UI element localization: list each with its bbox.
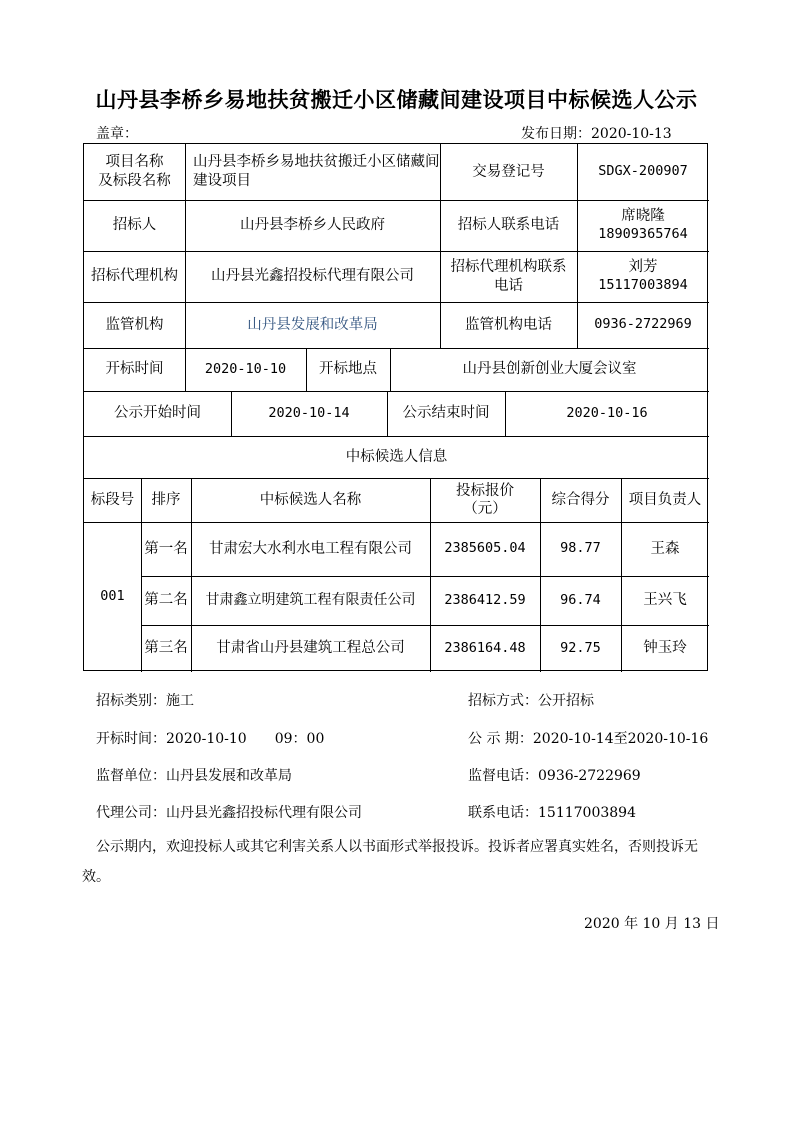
page-title: 山丹县李桥乡易地扶贫搬迁小区储藏间建设项目中标候选人公示 <box>95 88 698 112</box>
candidate-price: 2386412.59 <box>444 591 526 608</box>
notice-end-value: 2020-10-16 <box>566 404 648 421</box>
agency-label: 招标代理机构 <box>91 268 178 285</box>
candidate-name: 甘肃鑫立明建筑工程有限责任公司 <box>205 592 416 609</box>
notice-end-label: 公示结束时间 <box>402 405 490 422</box>
header-manager: 项目负责人 <box>628 491 702 508</box>
candidate-score: 98.77 <box>560 540 601 557</box>
section-no-value: 001 <box>100 588 125 605</box>
contact-phone: 联系电话：15117003894 <box>468 805 636 821</box>
result-table <box>83 143 708 671</box>
candidate-score: 96.74 <box>560 591 601 608</box>
open-time-value: 2020-10-10 <box>204 360 287 377</box>
candidate-manager: 王兴飞 <box>643 592 687 609</box>
candidate-score: 92.75 <box>560 639 601 656</box>
notice-start-label: 公示开始时间 <box>114 405 201 422</box>
notice-paragraph: 公示期内，欢迎投标人或其它利害关系人以书面形式举报投诉。投诉者应署真实姓名，否则投诉无效。 <box>82 839 698 885</box>
header-name: 中标候选人名称 <box>259 491 362 508</box>
header-rank: 排序 <box>151 491 181 508</box>
section-title: 中标候选人信息 <box>345 448 448 465</box>
project-value: 山丹县李桥乡易地扶贫搬迁小区储藏间建设项目 <box>193 154 440 189</box>
project-label: 项目名称 及标段名称 <box>98 154 171 189</box>
candidate-name: 甘肃宏大水利水电工程有限公司 <box>209 540 412 557</box>
candidate-manager: 钟玉玲 <box>643 640 687 657</box>
agency-phone-label: 招标代理机构联系电话 <box>450 258 567 294</box>
header-section-no: 标段号 <box>90 491 135 508</box>
agency-info: 代理公司：山丹县光鑫招投标代理有限公司 <box>96 805 362 821</box>
agency-contact-cell <box>577 251 709 302</box>
supervisor-unit: 监督单位：山丹县发展和改革局 <box>96 768 292 784</box>
agency-value: 山丹县光鑫招投标代理有限公司 <box>211 268 414 285</box>
tenderer-phone: 18909365764 <box>598 226 688 243</box>
supervisor-value: 山丹县发展和改革局 <box>247 316 378 333</box>
supervisor-phone: 0936-2722969 <box>594 316 692 333</box>
open-time-info: 开标时间：2020-10-10 09：00 <box>96 731 325 747</box>
sign-date: 2020 年 10 月 13 日 <box>584 916 720 932</box>
tender-method: 招标方式：公开招标 <box>468 693 594 709</box>
publish-date: 发布日期：2020-10-13 <box>521 126 672 142</box>
candidate-rank: 第一名 <box>144 540 188 557</box>
tenderer-label: 招标人 <box>112 217 157 234</box>
candidate-price: 2385605.04 <box>444 540 526 557</box>
supervisor-label: 监管机构 <box>105 316 164 333</box>
open-place-value: 山丹县创新创业大厦会议室 <box>462 361 637 378</box>
header-price: 投标报价 （元） <box>456 482 514 517</box>
tenderer-value: 山丹县李桥乡人民政府 <box>240 217 385 234</box>
supervisor-phone-label: 监管机构电话 <box>465 316 552 333</box>
candidate-price: 2386164.48 <box>444 639 526 656</box>
candidate-name: 甘肃省山丹县建筑工程总公司 <box>216 640 405 657</box>
open-place-label: 开标地点 <box>319 361 377 378</box>
notice-start-value: 2020-10-14 <box>268 404 350 421</box>
seal-label: 盖章： <box>96 126 138 142</box>
supervisor-phone-info: 监督电话：0936-2722969 <box>468 768 641 784</box>
tenderer-contact-cell <box>577 200 709 251</box>
tenderer-contact: 席晓隆 <box>621 208 665 225</box>
agency-contact: 刘芳 <box>628 259 658 276</box>
candidate-rank: 第二名 <box>144 592 188 609</box>
reg-value: SDGX-200907 <box>598 163 688 180</box>
candidate-manager: 王森 <box>650 540 680 557</box>
candidate-rank: 第三名 <box>144 640 188 657</box>
agency-phone: 15117003894 <box>598 277 688 294</box>
tender-type: 招标类别：施工 <box>96 693 194 709</box>
tenderer-phone-label: 招标人联系电话 <box>457 217 560 234</box>
notice-period: 公 示 期：2020-10-14至2020-10-16 <box>468 731 709 747</box>
header-score: 综合得分 <box>551 491 610 508</box>
reg-label: 交易登记号 <box>472 163 545 180</box>
open-time-label: 开标时间 <box>105 361 164 378</box>
